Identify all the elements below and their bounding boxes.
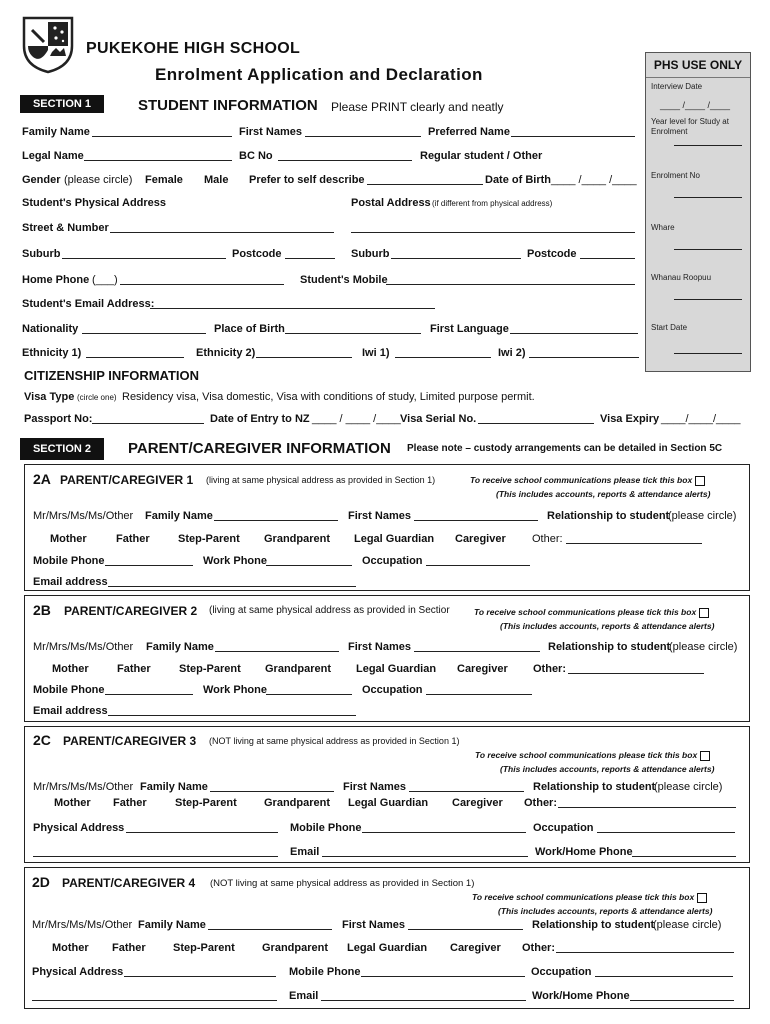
suburb-field[interactable] — [62, 248, 226, 259]
interview-date-label: Interview Date — [651, 82, 703, 91]
suburb-label: Suburb — [22, 248, 61, 260]
whare-label: Whare — [651, 223, 675, 232]
parent-4-grandparent-option[interactable]: Grandparent — [262, 942, 329, 954]
parent-3-work-home-phone-field[interactable] — [632, 846, 736, 857]
parent-3-grandparent-option[interactable]: Grandparent — [264, 797, 331, 809]
parent-4-first-names-label: First Names — [342, 919, 405, 931]
parent-1-mother-option[interactable]: Mother — [50, 533, 87, 545]
parent-1-father-option[interactable]: Father — [116, 533, 150, 545]
form-title: Enrolment Application and Declaration — [155, 65, 483, 84]
postal-address-label: Postal Address — [351, 197, 431, 209]
parent-4-mother-option[interactable]: Mother — [52, 942, 89, 954]
iwi-2-label: Iwi 2) — [498, 347, 526, 359]
parent-2-mobile-label: Mobile Phone — [33, 684, 105, 696]
postcode-field[interactable] — [285, 248, 335, 259]
first-language-label: First Language — [430, 323, 509, 335]
parent-3-step-parent-option[interactable]: Step-Parent — [175, 797, 237, 809]
section-1-heading: STUDENT INFORMATION — [138, 97, 318, 114]
parent-1-comms-label: To receive school communications please tick this box — [470, 475, 705, 486]
phs-divider — [646, 77, 750, 78]
ethnicity-2-field[interactable] — [256, 347, 352, 358]
start-date-label: Start Date — [651, 323, 688, 332]
postal-address-note: (if different from physical address) — [432, 199, 553, 208]
parent-4-relationship-note: (please circle) — [653, 919, 722, 931]
nationality-label: Nationality — [22, 323, 79, 335]
ethnicity-1-field[interactable] — [86, 347, 184, 358]
visa-type-options[interactable]: Residency visa, Visa domestic, Visa with conditions of study, Limited purpose permit. — [122, 391, 535, 403]
dob-field[interactable]: ____ /____ /____ — [551, 174, 637, 186]
parent-4-relationship-label: Relationship to student — [532, 919, 655, 931]
gender-self-describe-field[interactable] — [367, 174, 483, 185]
gender-male-option[interactable]: Male — [204, 174, 229, 186]
family-name-field[interactable] — [92, 126, 232, 137]
home-phone-label: Home Phone — [22, 274, 90, 286]
parent-3-mobile-label: Mobile Phone — [290, 822, 362, 834]
enrolment-no-field[interactable] — [674, 197, 742, 198]
parent-4-address-line-2-field[interactable] — [32, 990, 277, 1001]
parent-1-relationship-note: (please circle) — [668, 510, 737, 522]
parent-1-family-name-field[interactable] — [214, 510, 338, 521]
parent-4-father-option[interactable]: Father — [112, 942, 146, 954]
parent-4-mobile-field[interactable] — [361, 966, 525, 977]
gender-circle-note: (please circle) — [64, 174, 133, 186]
year-level-label: Year level for Study at Enrolment — [651, 117, 729, 136]
bc-no-field[interactable] — [278, 150, 412, 161]
parent-2-other-field[interactable] — [568, 663, 704, 674]
parent-4-title: PARENT/CAREGIVER 4 — [62, 876, 196, 890]
parent-4-number: 2D — [32, 874, 50, 890]
nationality-field[interactable] — [82, 323, 206, 334]
postcode-label: Postcode — [232, 248, 282, 260]
parent-3-occupation-field[interactable] — [597, 822, 735, 833]
parent-3-first-names-label: First Names — [343, 781, 406, 793]
parent-4-other-label: Other: — [522, 942, 555, 954]
parent-4-physical-address-field[interactable] — [124, 966, 276, 977]
parent-3-family-name-field[interactable] — [210, 781, 334, 792]
parent-4-note: (NOT living at same physical address as provided in Section 1) — [210, 878, 475, 889]
parent-2-title-options[interactable]: Mr/Mrs/Ms/Ms/Other — [33, 641, 134, 653]
home-phone-field[interactable] — [120, 274, 284, 285]
parent-2-relationship-note: (please circle) — [669, 641, 738, 653]
legal-name-field[interactable] — [84, 150, 232, 161]
parent-2-occupation-field[interactable] — [426, 684, 532, 695]
parent-3-legal-guardian-option[interactable]: Legal Guardian — [348, 797, 429, 809]
parent-2-number: 2B — [33, 602, 51, 618]
parent-2-caregiver-option[interactable]: Caregiver — [457, 663, 508, 675]
section-2-heading: PARENT/CAREGIVER INFORMATION — [128, 440, 391, 457]
school-crest-logo — [22, 16, 74, 74]
parent-4-family-name-field[interactable] — [208, 919, 332, 930]
postal-suburb-label: Suburb — [351, 248, 390, 260]
student-mobile-label: Student's Mobile — [300, 274, 388, 286]
parent-3-physical-address-label: Physical Address — [33, 822, 125, 834]
print-note: Please PRINT clearly and neatly — [331, 100, 504, 114]
parent-2-first-names-label: First Names — [348, 641, 411, 653]
parent-1-caregiver-option[interactable]: Caregiver — [455, 533, 506, 545]
phs-use-only-panel — [645, 52, 751, 372]
parent-1-other-label: Other: — [532, 533, 563, 545]
first-names-label: First Names — [239, 126, 302, 138]
parent-3-comms-checkbox[interactable] — [700, 751, 710, 761]
student-email-field[interactable] — [150, 298, 435, 309]
street-field[interactable] — [110, 222, 334, 233]
parent-1-note: (living at same physical address as provided in Section 1) — [206, 475, 436, 485]
parent-4-physical-address-label: Physical Address — [32, 966, 124, 978]
ethnicity-2-label: Ethnicity 2) — [196, 347, 256, 359]
iwi-1-label: Iwi 1) — [362, 347, 390, 359]
preferred-name-field[interactable] — [511, 126, 635, 137]
ethnicity-1-label: Ethnicity 1) — [22, 347, 82, 359]
parent-3-physical-address-field[interactable] — [126, 822, 278, 833]
parent-2-mobile-field[interactable] — [105, 684, 193, 695]
parent-1-email-label: Email address — [33, 576, 108, 588]
parent-1-other-field[interactable] — [566, 533, 702, 544]
interview-date-field[interactable]: ____ /____ /____ — [660, 100, 731, 110]
section-2-tag: SECTION 2 — [20, 438, 104, 460]
parent-2-mother-option[interactable]: Mother — [52, 663, 89, 675]
parent-2-email-label: Email address — [33, 705, 108, 717]
postal-street-field[interactable] — [351, 222, 635, 233]
parent-1-email-field[interactable] — [108, 576, 356, 587]
whanau-field[interactable] — [674, 299, 742, 300]
home-phone-area-code[interactable]: (___) — [92, 274, 118, 286]
parent-3-email-label: Email — [290, 846, 320, 858]
parent-3-relationship-note: (please circle) — [654, 781, 723, 793]
parent-2-other-label: Other: — [533, 663, 566, 675]
family-name-label: Family Name — [22, 126, 90, 138]
first-language-field[interactable] — [510, 323, 638, 334]
enrolment-no-label: Enrolment No — [651, 171, 700, 180]
parent-1-relationship-label: Relationship to student — [547, 510, 670, 522]
parent-4-legal-guardian-option[interactable]: Legal Guardian — [347, 942, 428, 954]
parent-3-caregiver-option[interactable]: Caregiver — [452, 797, 503, 809]
parent-4-step-parent-option[interactable]: Step-Parent — [173, 942, 235, 954]
parent-1-mobile-label: Mobile Phone — [33, 555, 105, 567]
parent-1-work-phone-field[interactable] — [266, 555, 352, 566]
parent-3-title: PARENT/CAREGIVER 3 — [63, 734, 197, 748]
parent-4-work-home-phone-field[interactable] — [630, 990, 734, 1001]
parent-1-grandparent-option[interactable]: Grandparent — [264, 533, 331, 545]
parent-1-comms-checkbox[interactable] — [695, 476, 705, 486]
date-entry-label: Date of Entry to NZ — [210, 413, 310, 425]
whanau-label: Whanau Roopuu — [651, 273, 712, 282]
iwi-2-field[interactable] — [529, 347, 639, 358]
parent-3-note: (NOT living at same physical address as provided in Section 1) — [209, 736, 460, 746]
citizenship-heading: CITIZENSHIP INFORMATION — [24, 368, 200, 383]
phs-title: PHS USE ONLY — [653, 58, 743, 72]
parent-3-first-names-field[interactable] — [409, 781, 524, 792]
parent-4-email-label: Email — [289, 990, 319, 1002]
custody-note: Please note – custody arrangements can be detailed in Section 5C — [407, 443, 723, 454]
visa-serial-field[interactable] — [478, 413, 594, 424]
parent-1-work-phone-label: Work Phone — [203, 555, 267, 567]
parent-1-mobile-field[interactable] — [105, 555, 193, 566]
dob-label: Date of Birth — [485, 174, 551, 186]
postal-postcode-label: Postcode — [527, 248, 577, 260]
parent-2-grandparent-option[interactable]: Grandparent — [265, 663, 332, 675]
parent-2-family-name-label: Family Name — [146, 641, 214, 653]
visa-serial-label: Visa Serial No. — [400, 413, 477, 425]
street-label: Street & Number — [22, 222, 109, 234]
parent-4-family-name-label: Family Name — [138, 919, 206, 931]
parent-3-occupation-label: Occupation — [533, 822, 594, 834]
parent-1-family-name-label: Family Name — [145, 510, 213, 522]
parent-2-comms-label: To receive school communications please tick this box — [474, 607, 709, 618]
parent-4-mobile-label: Mobile Phone — [289, 966, 361, 978]
visa-type-circle-note: (circle one) — [77, 393, 117, 402]
school-name: PUKEKOHE HIGH SCHOOL — [86, 40, 301, 57]
parent-4-comms-checkbox[interactable] — [697, 893, 707, 903]
postal-postcode-field[interactable] — [580, 248, 635, 259]
parent-3-father-option[interactable]: Father — [113, 797, 147, 809]
parent-1-number: 2A — [33, 471, 51, 487]
parent-1-title: PARENT/CAREGIVER 1 — [60, 473, 194, 487]
parent-3-relationship-label: Relationship to student — [533, 781, 656, 793]
parent-3-work-home-phone-label: Work/Home Phone — [535, 846, 633, 858]
parent-4-comms-note: (This includes accounts, reports & attendance alerts) — [498, 906, 713, 916]
gender-female-option[interactable]: Female — [145, 174, 183, 186]
parent-1-title-options[interactable]: Mr/Mrs/Ms/Ms/Other — [33, 510, 134, 522]
section-1-tag: SECTION 1 — [20, 95, 104, 113]
parent-4-first-names-field[interactable] — [408, 919, 523, 930]
parent-2-work-phone-field[interactable] — [266, 684, 352, 695]
legal-name-label: Legal Name — [22, 150, 84, 162]
parent-2-legal-guardian-option[interactable]: Legal Guardian — [356, 663, 437, 675]
parent-3-address-line-2-field[interactable] — [33, 846, 278, 857]
parent-3-email-field[interactable] — [322, 846, 528, 857]
year-level-field[interactable] — [674, 145, 742, 146]
parent-1-first-names-field[interactable] — [414, 510, 538, 521]
parent-1-legal-guardian-option[interactable]: Legal Guardian — [354, 533, 435, 545]
regular-student-option[interactable]: Regular student / Other — [420, 150, 543, 162]
student-email-label: Student's Email Address: — [22, 298, 155, 310]
parent-1-step-parent-option[interactable]: Step-Parent — [178, 533, 240, 545]
parent-2-family-name-field[interactable] — [215, 641, 339, 652]
parent-2-relationship-label: Relationship to student — [548, 641, 671, 653]
visa-expiry-label: Visa Expiry — [600, 413, 660, 425]
parent-2-step-parent-option[interactable]: Step-Parent — [179, 663, 241, 675]
parent-2-comms-checkbox[interactable] — [699, 608, 709, 618]
parent-2-title: PARENT/CAREGIVER 2 — [64, 604, 198, 618]
parent-3-title-options[interactable]: Mr/Mrs/Ms/Ms/Other — [33, 781, 134, 793]
gender-self-describe-label: Prefer to self describe — [249, 174, 365, 186]
start-date-field[interactable] — [674, 353, 742, 354]
parent-3-comms-label: To receive school communications please tick this box — [475, 750, 710, 761]
passport-label: Passport No: — [24, 413, 93, 425]
parent-2-work-phone-label: Work Phone — [203, 684, 267, 696]
passport-field[interactable] — [92, 413, 204, 424]
place-of-birth-label: Place of Birth — [214, 323, 285, 335]
bc-no-label: BC No — [239, 150, 273, 162]
parent-4-occupation-label: Occupation — [531, 966, 592, 978]
parent-2-first-names-field[interactable] — [414, 641, 540, 652]
place-of-birth-field[interactable] — [285, 323, 421, 334]
first-names-field[interactable] — [305, 126, 421, 137]
parent-2-occupation-label: Occupation — [362, 684, 423, 696]
parent-4-work-home-phone-label: Work/Home Phone — [532, 990, 630, 1002]
preferred-name-label: Preferred Name — [428, 126, 510, 138]
iwi-1-field[interactable] — [395, 347, 491, 358]
parent-4-email-field[interactable] — [321, 990, 526, 1001]
parent-3-family-name-label: Family Name — [140, 781, 208, 793]
parent-2-comms-note: (This includes accounts, reports & attendance alerts) — [500, 621, 715, 631]
parent-3-other-label: Other: — [524, 797, 557, 809]
parent-1-first-names-label: First Names — [348, 510, 411, 522]
parent-2-father-option[interactable]: Father — [117, 663, 151, 675]
postal-suburb-field[interactable] — [391, 248, 521, 259]
parent-2-email-field[interactable] — [108, 705, 356, 716]
parent-4-comms-label: To receive school communications please tick this box — [472, 892, 707, 903]
parent-3-other-field[interactable] — [558, 797, 736, 808]
parent-3-comms-note: (This includes accounts, reports & attendance alerts) — [500, 764, 715, 774]
parent-3-mother-option[interactable]: Mother — [54, 797, 91, 809]
parent-1-occupation-field[interactable] — [426, 555, 530, 566]
student-mobile-field[interactable] — [386, 274, 635, 285]
parent-4-other-field[interactable] — [556, 942, 734, 953]
whare-field[interactable] — [674, 249, 742, 250]
parent-2-note: (living at same physical address as provided in Sectior — [209, 605, 450, 616]
gender-label: Gender — [22, 174, 61, 186]
parent-4-caregiver-option[interactable]: Caregiver — [450, 942, 501, 954]
parent-1-comms-note: (This includes accounts, reports & attendance alerts) — [496, 489, 711, 499]
visa-type-label: Visa Type — [24, 391, 75, 403]
parent-1-occupation-label: Occupation — [362, 555, 423, 567]
parent-4-title-options[interactable]: Mr/Mrs/Ms/Ms/Other — [32, 919, 133, 931]
parent-3-number: 2C — [33, 732, 51, 748]
date-entry-field[interactable]: ____ / ____ /____ — [312, 413, 401, 425]
parent-4-occupation-field[interactable] — [595, 966, 733, 977]
physical-address-label: Student's Physical Address — [22, 197, 167, 209]
parent-3-mobile-field[interactable] — [362, 822, 526, 833]
visa-expiry-field[interactable]: ____/____/____ — [661, 413, 741, 425]
